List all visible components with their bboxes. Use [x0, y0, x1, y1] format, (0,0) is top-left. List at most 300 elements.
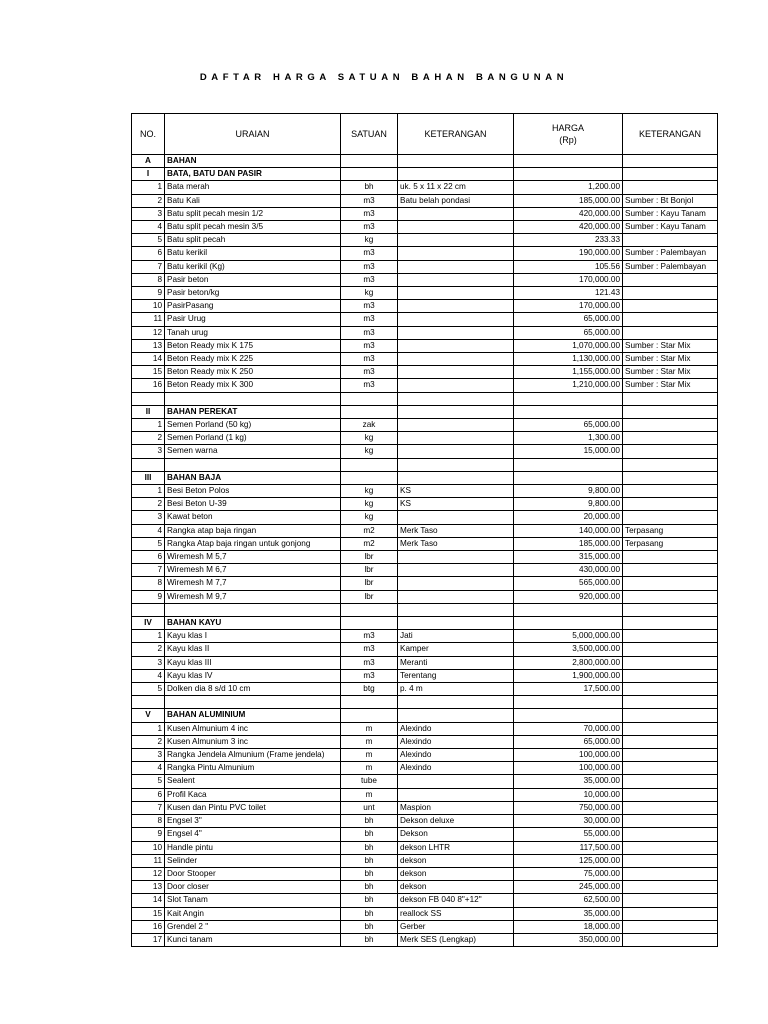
item-price: 170,000.00 [514, 273, 623, 286]
empty-cell [623, 458, 718, 471]
item-name: Rangka Atap baja ringan untuk gonjong [165, 537, 341, 550]
table-row [132, 788, 718, 801]
item-name: Dolken dia 8 s/d 10 cm [165, 683, 341, 696]
item-no: 5 [132, 775, 165, 788]
item-unit: lbr [341, 564, 398, 577]
empty-cell [398, 696, 514, 709]
item-source [623, 854, 718, 867]
item-unit: kg [341, 287, 398, 300]
table-row [132, 735, 718, 748]
item-no: 16 [132, 920, 165, 933]
item-price: 15,000.00 [514, 445, 623, 458]
item-unit: m3 [341, 247, 398, 260]
item-unit: kg [341, 498, 398, 511]
item-price: 1,210,000.00 [514, 379, 623, 392]
item-price: 100,000.00 [514, 749, 623, 762]
item-unit: m3 [341, 273, 398, 286]
item-unit: m3 [341, 669, 398, 682]
item-source [623, 590, 718, 603]
table-row [132, 933, 718, 946]
item-name: Beton Ready mix K 300 [165, 379, 341, 392]
item-source [623, 735, 718, 748]
item-name: Handle pintu [165, 841, 341, 854]
item-unit: m3 [341, 221, 398, 234]
item-price: 420,000.00 [514, 221, 623, 234]
item-source [623, 234, 718, 247]
item-note [398, 287, 514, 300]
item-name: Besi Beton U-39 [165, 498, 341, 511]
item-price: 2,800,000.00 [514, 656, 623, 669]
empty-cell [341, 458, 398, 471]
item-source [623, 287, 718, 300]
item-price: 55,000.00 [514, 828, 623, 841]
item-unit: bh [341, 881, 398, 894]
table-row [132, 775, 718, 788]
table-row [132, 485, 718, 498]
section-header-row [132, 405, 718, 418]
item-name: Batu split pecah mesin 3/5 [165, 221, 341, 234]
table-row [132, 683, 718, 696]
section-title: BAHAN ALUMINIUM [165, 709, 341, 722]
item-note: dekson FB 040 8"+12" [398, 894, 514, 907]
table-row [132, 920, 718, 933]
item-no: 1 [132, 181, 165, 194]
item-unit: m3 [341, 656, 398, 669]
item-price: 65,000.00 [514, 735, 623, 748]
item-no: 3 [132, 511, 165, 524]
table-row [132, 577, 718, 590]
item-no: 1 [132, 419, 165, 432]
item-source [623, 326, 718, 339]
section-title: BAHAN KAYU [165, 617, 341, 630]
empty-cell [165, 458, 341, 471]
item-source [623, 551, 718, 564]
empty-cell [514, 709, 623, 722]
empty-cell [623, 617, 718, 630]
item-note: Batu belah pondasi [398, 194, 514, 207]
table-row [132, 432, 718, 445]
item-no: 3 [132, 445, 165, 458]
item-price: 10,000.00 [514, 788, 623, 801]
item-note [398, 313, 514, 326]
item-price: 3,500,000.00 [514, 643, 623, 656]
item-no: 9 [132, 287, 165, 300]
item-unit: unt [341, 801, 398, 814]
item-name: Tanah urug [165, 326, 341, 339]
item-name: Beton Ready mix K 250 [165, 366, 341, 379]
item-no: 8 [132, 815, 165, 828]
table-row [132, 551, 718, 564]
item-source [623, 432, 718, 445]
group-code: A [132, 155, 165, 168]
item-source [623, 564, 718, 577]
item-note [398, 326, 514, 339]
item-name: Besi Beton Polos [165, 485, 341, 498]
empty-cell [398, 709, 514, 722]
item-no: 2 [132, 194, 165, 207]
item-no: 11 [132, 313, 165, 326]
item-note: Jati [398, 630, 514, 643]
item-note: Dekson deluxe [398, 815, 514, 828]
item-no: 12 [132, 326, 165, 339]
item-unit: m2 [341, 537, 398, 550]
item-unit: m2 [341, 524, 398, 537]
empty-cell [341, 405, 398, 418]
item-source [623, 273, 718, 286]
empty-cell [398, 405, 514, 418]
empty-cell [623, 392, 718, 405]
section-code: III [132, 471, 165, 484]
item-no: 7 [132, 260, 165, 273]
item-note: uk. 5 x 11 x 22 cm [398, 181, 514, 194]
empty-cell [623, 405, 718, 418]
item-note: Kamper [398, 643, 514, 656]
item-note [398, 300, 514, 313]
item-note: Alexindo [398, 762, 514, 775]
item-no: 1 [132, 630, 165, 643]
item-no: 13 [132, 339, 165, 352]
table-header-row [132, 114, 718, 155]
table-row [132, 867, 718, 880]
item-note: Gerber [398, 920, 514, 933]
empty-cell [398, 471, 514, 484]
item-note [398, 353, 514, 366]
empty-cell [165, 696, 341, 709]
empty-cell [341, 392, 398, 405]
item-note [398, 551, 514, 564]
item-price: 245,000.00 [514, 881, 623, 894]
item-name: Door Stooper [165, 867, 341, 880]
item-source [623, 313, 718, 326]
table-row [132, 907, 718, 920]
item-note: Alexindo [398, 749, 514, 762]
item-no: 12 [132, 867, 165, 880]
header-no: NO. [132, 114, 165, 155]
item-no: 9 [132, 590, 165, 603]
item-unit: lbr [341, 577, 398, 590]
table-row [132, 194, 718, 207]
empty-cell [398, 603, 514, 616]
item-source [623, 630, 718, 643]
item-source [623, 841, 718, 854]
empty-cell [341, 155, 398, 168]
item-source: Sumber : Star Mix [623, 353, 718, 366]
empty-cell [341, 617, 398, 630]
item-name: Batu kerikil (Kg) [165, 260, 341, 273]
item-price: 350,000.00 [514, 933, 623, 946]
item-source [623, 498, 718, 511]
item-no: 15 [132, 907, 165, 920]
item-note [398, 775, 514, 788]
item-no: 3 [132, 207, 165, 220]
header-keterangan: KETERANGAN [398, 114, 514, 155]
item-note [398, 419, 514, 432]
item-price: 9,800.00 [514, 485, 623, 498]
item-note [398, 379, 514, 392]
item-note: KS [398, 485, 514, 498]
item-no: 4 [132, 669, 165, 682]
item-unit: m [341, 762, 398, 775]
table-row [132, 300, 718, 313]
item-no: 6 [132, 788, 165, 801]
empty-cell [514, 458, 623, 471]
spacer-row [132, 458, 718, 471]
item-source [623, 656, 718, 669]
empty-cell [514, 155, 623, 168]
item-unit: kg [341, 432, 398, 445]
item-source [623, 894, 718, 907]
item-price: 1,900,000.00 [514, 669, 623, 682]
item-name: Beton Ready mix K 225 [165, 353, 341, 366]
item-unit: m3 [341, 207, 398, 220]
header-keterangan-2: KETERANGAN [623, 114, 718, 155]
empty-cell [623, 155, 718, 168]
item-no: 4 [132, 524, 165, 537]
empty-cell [398, 617, 514, 630]
item-price: 430,000.00 [514, 564, 623, 577]
empty-cell [623, 696, 718, 709]
table-row [132, 445, 718, 458]
item-note [398, 432, 514, 445]
item-name: Semen warna [165, 445, 341, 458]
item-no: 4 [132, 221, 165, 234]
item-name: Batu split pecah [165, 234, 341, 247]
empty-cell [398, 155, 514, 168]
item-no: 8 [132, 577, 165, 590]
item-name: Kayu klas III [165, 656, 341, 669]
item-name: Door closer [165, 881, 341, 894]
item-note: dekson [398, 867, 514, 880]
item-name: Semen Porland (50 kg) [165, 419, 341, 432]
item-note [398, 564, 514, 577]
header-satuan: SATUAN [341, 114, 398, 155]
item-price: 1,200.00 [514, 181, 623, 194]
item-no: 7 [132, 564, 165, 577]
item-unit: bh [341, 933, 398, 946]
item-no: 14 [132, 894, 165, 907]
item-no: 5 [132, 683, 165, 696]
table-row [132, 762, 718, 775]
item-note [398, 445, 514, 458]
item-note: Terentang [398, 669, 514, 682]
item-no: 15 [132, 366, 165, 379]
item-source: Sumber : Star Mix [623, 379, 718, 392]
item-unit: m3 [341, 339, 398, 352]
section-header-row [132, 617, 718, 630]
table-row [132, 247, 718, 260]
table-row [132, 313, 718, 326]
item-note [398, 577, 514, 590]
item-unit: bh [341, 841, 398, 854]
item-source [623, 511, 718, 524]
spacer-row [132, 392, 718, 405]
item-unit: kg [341, 234, 398, 247]
table-row [132, 749, 718, 762]
item-price: 9,800.00 [514, 498, 623, 511]
item-unit: m [341, 722, 398, 735]
item-no: 13 [132, 881, 165, 894]
item-no: 14 [132, 353, 165, 366]
item-note [398, 366, 514, 379]
item-unit: bh [341, 867, 398, 880]
item-name: Grendel 2 " [165, 920, 341, 933]
price-table [131, 113, 718, 947]
table-row [132, 656, 718, 669]
section-header-row [132, 709, 718, 722]
table-row [132, 590, 718, 603]
header-harga-label: HARGA [551, 123, 584, 133]
item-unit: m3 [341, 366, 398, 379]
item-source: Terpasang [623, 524, 718, 537]
item-price: 65,000.00 [514, 313, 623, 326]
item-note [398, 590, 514, 603]
item-no: 2 [132, 432, 165, 445]
item-name: Profil Kaca [165, 788, 341, 801]
item-price: 30,000.00 [514, 815, 623, 828]
item-note [398, 260, 514, 273]
item-source: Sumber : Bt Bonjol [623, 194, 718, 207]
table-row [132, 221, 718, 234]
item-no: 3 [132, 656, 165, 669]
item-no: 2 [132, 498, 165, 511]
empty-cell [398, 168, 514, 181]
item-unit: kg [341, 511, 398, 524]
item-source: Sumber : Star Mix [623, 366, 718, 379]
item-note: dekson [398, 881, 514, 894]
item-note [398, 511, 514, 524]
item-name: Rangka Pintu Almunium [165, 762, 341, 775]
item-name: Kayu klas I [165, 630, 341, 643]
table-row [132, 722, 718, 735]
table-row [132, 379, 718, 392]
item-name: Batu kerikil [165, 247, 341, 260]
item-unit: lbr [341, 551, 398, 564]
item-name: Kayu klas IV [165, 669, 341, 682]
item-name: PasirPasang [165, 300, 341, 313]
item-no: 10 [132, 841, 165, 854]
item-no: 6 [132, 551, 165, 564]
item-name: Kait Angin [165, 907, 341, 920]
empty-cell [341, 603, 398, 616]
table-row [132, 894, 718, 907]
item-source [623, 828, 718, 841]
item-unit: tube [341, 775, 398, 788]
item-source: Sumber : Palembayan [623, 247, 718, 260]
item-name: Sealent [165, 775, 341, 788]
group-label: BAHAN [165, 155, 341, 168]
item-name: Engsel 3" [165, 815, 341, 828]
item-note: Merk SES (Lengkap) [398, 933, 514, 946]
item-price: 565,000.00 [514, 577, 623, 590]
item-note: Alexindo [398, 722, 514, 735]
item-unit: bh [341, 894, 398, 907]
item-name: Pasir beton [165, 273, 341, 286]
item-name: Pasir Urug [165, 313, 341, 326]
item-note [398, 339, 514, 352]
table-row [132, 287, 718, 300]
item-name: Slot Tanam [165, 894, 341, 907]
item-name: Wiremesh M 7,7 [165, 577, 341, 590]
item-no: 2 [132, 735, 165, 748]
table-row [132, 630, 718, 643]
table-row [132, 881, 718, 894]
section-code: V [132, 709, 165, 722]
item-source [623, 815, 718, 828]
item-note: Alexindo [398, 735, 514, 748]
empty-cell [132, 603, 165, 616]
section-code: IV [132, 617, 165, 630]
item-source [623, 683, 718, 696]
item-name: Wiremesh M 6,7 [165, 564, 341, 577]
table-row [132, 260, 718, 273]
table-row [132, 524, 718, 537]
item-source [623, 762, 718, 775]
item-unit: m3 [341, 326, 398, 339]
item-unit: zak [341, 419, 398, 432]
item-no: 9 [132, 828, 165, 841]
empty-cell [514, 168, 623, 181]
item-unit: lbr [341, 590, 398, 603]
item-name: Engsel 4" [165, 828, 341, 841]
item-unit: m3 [341, 630, 398, 643]
item-price: 1,070,000.00 [514, 339, 623, 352]
item-note: dekson LHTR [398, 841, 514, 854]
item-name: Semen Porland (1 kg) [165, 432, 341, 445]
item-no: 17 [132, 933, 165, 946]
item-name: Beton Ready mix K 175 [165, 339, 341, 352]
item-source [623, 867, 718, 880]
empty-cell [514, 617, 623, 630]
empty-cell [132, 392, 165, 405]
section-header-row [132, 168, 718, 181]
table-row [132, 815, 718, 828]
item-no: 16 [132, 379, 165, 392]
item-name: Selinder [165, 854, 341, 867]
item-price: 17,500.00 [514, 683, 623, 696]
item-source [623, 933, 718, 946]
section-code: II [132, 405, 165, 418]
item-name: Rangka atap baja ringan [165, 524, 341, 537]
item-price: 185,000.00 [514, 537, 623, 550]
item-price: 185,000.00 [514, 194, 623, 207]
table-row [132, 353, 718, 366]
item-name: Pasir beton/kg [165, 287, 341, 300]
section-code: I [132, 168, 165, 181]
item-no: 4 [132, 762, 165, 775]
item-name: Batu Kali [165, 194, 341, 207]
item-no: 10 [132, 300, 165, 313]
item-unit: m3 [341, 379, 398, 392]
header-uraian: URAIAN [165, 114, 341, 155]
item-source [623, 881, 718, 894]
item-price: 190,000.00 [514, 247, 623, 260]
item-source [623, 801, 718, 814]
item-unit: kg [341, 445, 398, 458]
item-source: Terpasang [623, 537, 718, 550]
item-unit: m3 [341, 260, 398, 273]
item-unit: bh [341, 815, 398, 828]
item-name: Kunci tanam [165, 933, 341, 946]
item-source [623, 445, 718, 458]
item-name: Kawat beton [165, 511, 341, 524]
empty-cell [132, 696, 165, 709]
empty-cell [623, 603, 718, 616]
item-unit: bh [341, 920, 398, 933]
empty-cell [341, 696, 398, 709]
table-row [132, 801, 718, 814]
table-row [132, 854, 718, 867]
item-source [623, 749, 718, 762]
